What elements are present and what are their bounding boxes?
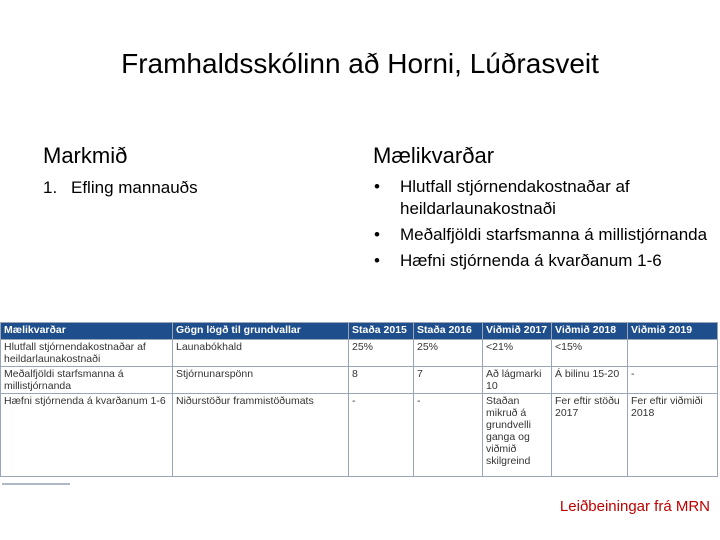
table-header-cell: Mælikvarðar	[1, 323, 173, 340]
table-header-cell: Gögn lögð til grundvallar	[173, 323, 349, 340]
source-footer: Leiðbeiningar frá MRN	[559, 498, 710, 515]
table-header-cell: Viðmið 2019	[628, 323, 718, 340]
table-header-cell: Viðmið 2017	[483, 323, 552, 340]
table-cell: 25%	[349, 340, 414, 367]
table-underline	[2, 483, 70, 485]
table-row	[1, 340, 718, 367]
table-cell: Meðalfjöldi starfsmanna á millistjórnanda	[1, 367, 173, 394]
table-header-cell: Viðmið 2018	[552, 323, 628, 340]
table-cell: Launabókhald	[173, 340, 349, 367]
table-cell: <21%	[483, 340, 552, 367]
measure-item: • Meðalfjöldi starfsmanna á millistjórnanda	[368, 224, 708, 246]
table-row	[1, 367, 718, 394]
table-cell: Hæfni stjórnenda á kvarðanum 1-6	[1, 394, 173, 477]
measures-heading: Mælikvarðar	[373, 143, 495, 168]
measures-list	[368, 176, 708, 276]
table-header-cell: Staða 2015	[349, 323, 414, 340]
table-row	[1, 394, 718, 477]
table-cell: Á bilinu 15-20	[552, 367, 628, 394]
measure-item: • Hæfni stjórnenda á kvarðanum 1-6	[368, 250, 708, 272]
table-cell: -	[414, 394, 483, 477]
table-cell: Niðurstöður frammistöðumats	[173, 394, 349, 477]
table-cell: Fer eftir viðmiði 2018	[628, 394, 718, 477]
table-header-row	[1, 323, 718, 340]
goal-text: Efling mannauðs	[71, 178, 198, 197]
table-cell: 25%	[414, 340, 483, 367]
goals-heading: Markmið	[43, 143, 128, 168]
measure-item: • Hlutfall stjórnendakostnaðar af heildarlaunakostnaði	[368, 176, 708, 220]
table-header-cell: Staða 2016	[414, 323, 483, 340]
goal-number: 1.	[43, 178, 58, 197]
table-cell: <15%	[552, 340, 628, 367]
table-cell: Fer eftir stöðu 2017	[552, 394, 628, 477]
table-cell: 7	[414, 367, 483, 394]
table-cell: Að lágmarki 10	[483, 367, 552, 394]
indicator-table	[0, 322, 719, 483]
table-cell: -	[628, 367, 718, 394]
table-cell	[628, 340, 718, 367]
table-cell: Stjórnunarspönn	[173, 367, 349, 394]
goal-item	[43, 178, 198, 198]
table-cell: -	[349, 394, 414, 477]
table-cell: Staðan mikruð á grundvelli ganga og viðmið skilgreind	[483, 394, 552, 477]
table-cell: Hlutfall stjórnendakostnaðar af heildarlaunakostnaði	[1, 340, 173, 367]
table-cell: 8	[349, 367, 414, 394]
slide-title: Framhaldsskólinn að Horni, Lúðrasveit	[121, 48, 599, 79]
